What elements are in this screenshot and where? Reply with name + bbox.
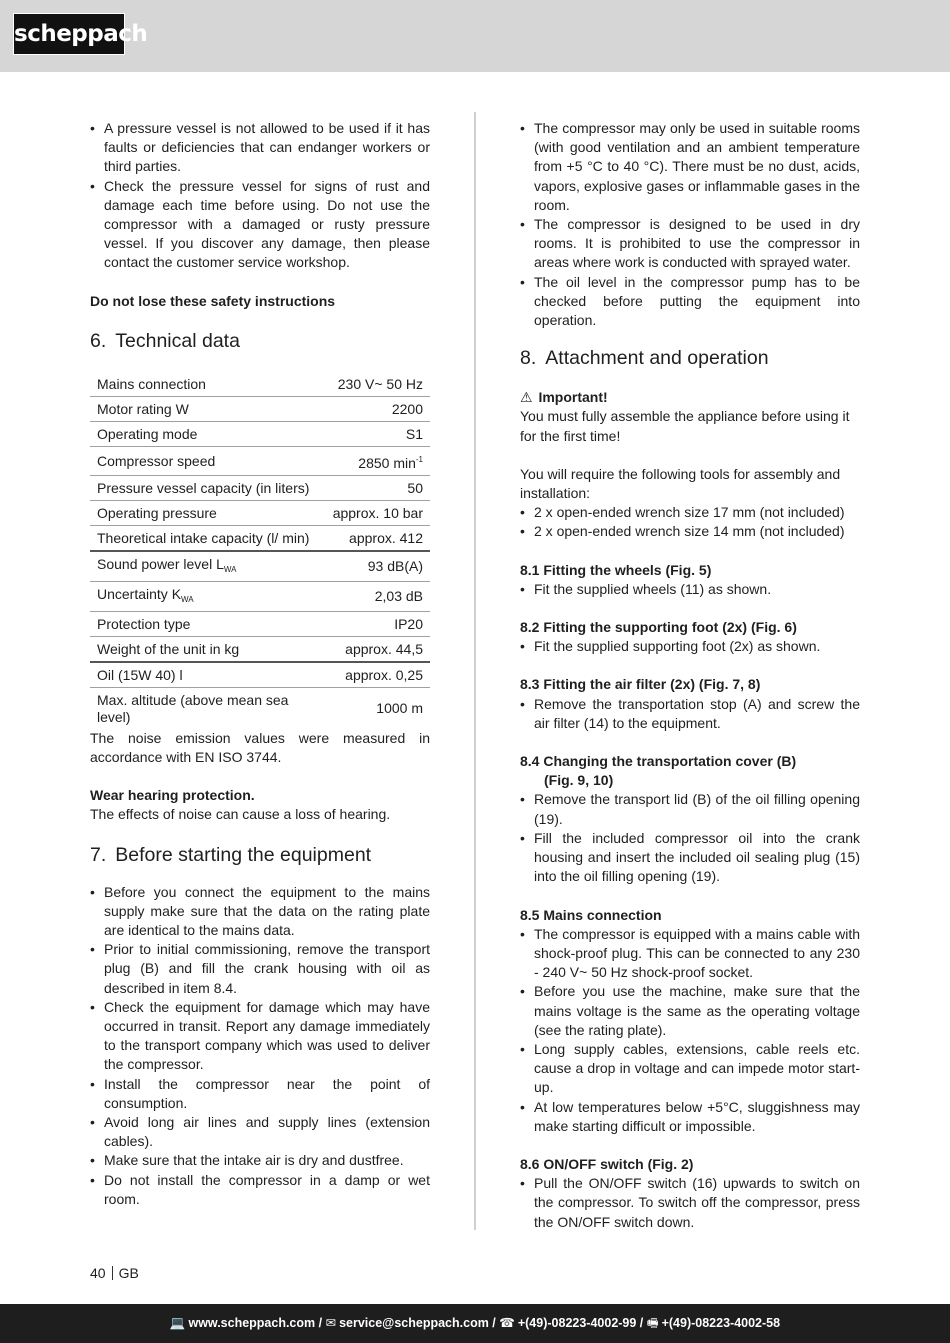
table-cell-label: Weight of the unit in kg: [97, 640, 240, 657]
subsection-8-5-list: [520, 925, 860, 1136]
table-cell-label: Sound power level $L_{WA}$: [97, 555, 237, 574]
subsection-8-2-list: [520, 637, 860, 656]
list-item: • Prior to initial commissioning, remove the transport plug (B) and fill the crank housing with oil as described in item 8.4.: [90, 940, 430, 998]
table-cell-value: approx. 44,5: [345, 640, 423, 657]
computer-icon: 💻: [169, 1316, 186, 1330]
subsection-8-3-list: [520, 695, 860, 733]
subsection-title-8-4-figures: (Fig. 9, 10): [544, 772, 614, 789]
important-text: You must fully assemble the appliance before using it for the first time!: [520, 408, 850, 444]
list-item: • Fit the supplied wheels (11) as shown.: [520, 580, 860, 599]
list-item: • Before you use the machine, make sure that the mains voltage is the same as the operating voltage (see the rating plate).: [520, 982, 860, 1040]
list-item: • Remove the transportation stop (A) and screw the air filter (14) to the equipment.: [520, 695, 860, 733]
table-row: [90, 636, 430, 662]
list-item: • Fit the supplied supporting foot (2x) as shown.: [520, 637, 860, 656]
table-cell-label: Operating mode: [97, 425, 198, 442]
table-cell-value: IP20: [394, 615, 423, 632]
table-cell-value: 2,03 dB: [374, 588, 423, 605]
table-row: [90, 396, 430, 421]
subsection-8-6-list: [520, 1174, 860, 1232]
list-item: • Remove the transport lid (B) of the oil filling opening (19).: [520, 790, 860, 828]
table-cell-value: 50: [407, 479, 423, 496]
table-row: [90, 421, 430, 446]
subsection-title-8-5: 8.5 Mains connection: [520, 906, 662, 923]
list-item: • 2 x open-ended wrench size 14 mm (not included): [520, 522, 860, 541]
table-cell-value: 93 dB(A): [367, 558, 423, 575]
table-cell-label: Pressure vessel capacity (in liters): [97, 479, 310, 496]
list-item: • Install the compressor near the point of consumption.: [90, 1075, 430, 1113]
table-cell-label: Mains connection: [97, 375, 206, 392]
list-item: • Check the pressure vessel for signs of rust and damage each time before using. Do not use the compressor with a damaged or rusty pressure vessel. If you discover any damage, then please contact the customer service workshop.: [90, 177, 430, 273]
page-number: 40 GB: [90, 1265, 139, 1281]
list-item: • The compressor is equipped with a mains cable with shock-proof plug. This can be connected to any 230 - 240 V~ 50 Hz shock-proof socket.: [520, 925, 860, 983]
list-item: • The compressor is designed to be used in dry rooms. It is prohibited to use the compressor in areas where work is conducted with sprayed water.: [520, 215, 860, 273]
table-cell-label: Motor rating W: [97, 400, 189, 417]
subsection-title-8-4: 8.4 Changing the transportation cover (B): [520, 753, 797, 770]
section-heading-attachment: 8. Attachment and operation: [520, 347, 769, 370]
table-row: [90, 500, 430, 525]
table-cell-label: Max. altitude (above mean sea level): [97, 691, 289, 725]
table-cell-label: Oil (15W 40) l: [97, 666, 183, 683]
list-item: • Make sure that the intake air is dry and dustfree.: [90, 1151, 430, 1170]
table-cell-label: Uncertainty $K_{WA}$: [97, 585, 194, 604]
footer-email: service@scheppach.com /: [339, 1316, 496, 1330]
subsection-8-4-list: [520, 790, 860, 886]
table-cell-value: 2200: [391, 400, 423, 417]
list-item: • 2 x open-ended wrench size 17 mm (not included): [520, 503, 860, 522]
list-item: • Pull the ON/OFF switch (16) upwards to switch on the compressor. To switch off the compressor, press the ON/OFF switch down.: [520, 1174, 860, 1232]
list-item: • The compressor may only be used in suitable rooms (with good ventilation and an ambient temperature from +5 °C to 40 °C). There must be no dust, acids, vapors, explosive gases or inflammable gases in the room.: [520, 119, 860, 215]
section-heading-before-starting: 7. Before starting the equipment: [90, 843, 372, 866]
list-item: • A pressure vessel is not allowed to be used if it has faults or deficiencies that can endanger workers or third parties.: [90, 119, 430, 177]
section-heading-technical-data: 6. Technical data: [90, 329, 240, 352]
list-item: • Do not install the compressor in a damp or wet room.: [90, 1171, 430, 1209]
table-row: [90, 581, 430, 611]
safety-note: Do not lose these safety instructions: [90, 292, 336, 309]
list-item: • The oil level in the compressor pump has to be checked before putting the equipment into operation.: [520, 273, 860, 331]
noise-note: The noise emission values were measured in accordance with EN ISO 3744.: [90, 729, 430, 766]
page-footer: [0, 1304, 950, 1343]
list-item: • Before you connect the equipment to the mains supply make sure that the data on the rating plate are identical to the mains data.: [90, 883, 430, 941]
warning-icon: ⚠: [520, 389, 533, 406]
page-header: [0, 0, 950, 72]
footer-website: www.scheppach.com /: [188, 1316, 323, 1330]
phone-icon: ☎: [499, 1316, 515, 1330]
list-item: • Check the equipment for damage which may have occurred in transit. Report any damage immediately to the transport company which was used to deliver the compressor.: [90, 998, 430, 1075]
subsection-title-8-3: 8.3 Fitting the air filter (2x) (Fig. 7, 8): [520, 676, 761, 693]
tools-intro: You will require the following tools for assembly and installation:: [520, 465, 841, 502]
technical-data-table: [90, 372, 430, 729]
table-row: [90, 551, 430, 582]
table-row: [90, 446, 430, 475]
subsection-8-1-list: [520, 580, 860, 599]
table-cell-label: Theoretical intake capacity (l/ min): [97, 529, 310, 546]
table-cell-value: 2850 $\min^{-1}$: [358, 454, 423, 471]
table-row: [90, 611, 430, 636]
table-cell-label: Protection type: [97, 615, 191, 632]
important-label: ⚠ Important!: [520, 389, 608, 406]
column-divider: [474, 112, 476, 1230]
table-cell-value: approx. 412: [349, 529, 423, 546]
intro-bullet-list: [90, 119, 430, 273]
subsection-title-8-2: 8.2 Fitting the supporting foot (2x) (Fig. 6): [520, 619, 797, 636]
scheppach-logo: scheppach: [13, 13, 125, 55]
table-cell-value: S1: [405, 425, 423, 442]
table-cell-value: approx. 10 bar: [332, 504, 423, 521]
table-cell-value: approx. 0,25: [345, 666, 423, 683]
list-item: • Fill the included compressor oil into the crank housing and insert the included oil sealing plug (15) into the oil filling opening (19).: [520, 829, 860, 887]
table-cell-value: 1000 m: [376, 700, 423, 717]
table-cell-label: Operating pressure: [97, 504, 217, 521]
hearing-protection-title: Wear hearing protection.: [90, 787, 255, 804]
before-starting-list: [90, 883, 430, 1209]
list-item: • At low temperatures below +5°C, sluggishness may make starting difficult or impossible.: [520, 1098, 860, 1136]
table-row: [90, 525, 430, 551]
table-cell-label: Compressor speed: [97, 452, 216, 469]
table-row: [90, 687, 430, 729]
list-item: • Avoid long air lines and supply lines (extension cables).: [90, 1113, 430, 1151]
email-icon: ✉: [325, 1316, 337, 1330]
left-column: [90, 119, 430, 1209]
hearing-protection-text: The effects of noise can cause a loss of hearing.: [90, 806, 391, 823]
footer-phone: +(49)-08223-4002-99 /: [517, 1316, 644, 1330]
tools-list: [520, 503, 860, 541]
table-row: [90, 372, 430, 397]
subsection-title-8-6: 8.6 ON/OFF switch (Fig. 2): [520, 1155, 694, 1172]
table-row: [90, 662, 430, 688]
fax-icon: 🖷: [646, 1316, 659, 1330]
subsection-title-8-1: 8.1 Fitting the wheels (Fig. 5): [520, 561, 712, 578]
table-row: [90, 475, 430, 500]
right-column: [520, 119, 860, 1232]
table-cell-value: 230 V~ 50 Hz: [337, 375, 423, 392]
footer-fax: +(49)-08223-4002-58: [661, 1316, 781, 1330]
room-conditions-list: [520, 119, 860, 330]
list-item: • Long supply cables, extensions, cable reels etc. cause a drop in voltage and can impede motor start-up.: [520, 1040, 860, 1098]
